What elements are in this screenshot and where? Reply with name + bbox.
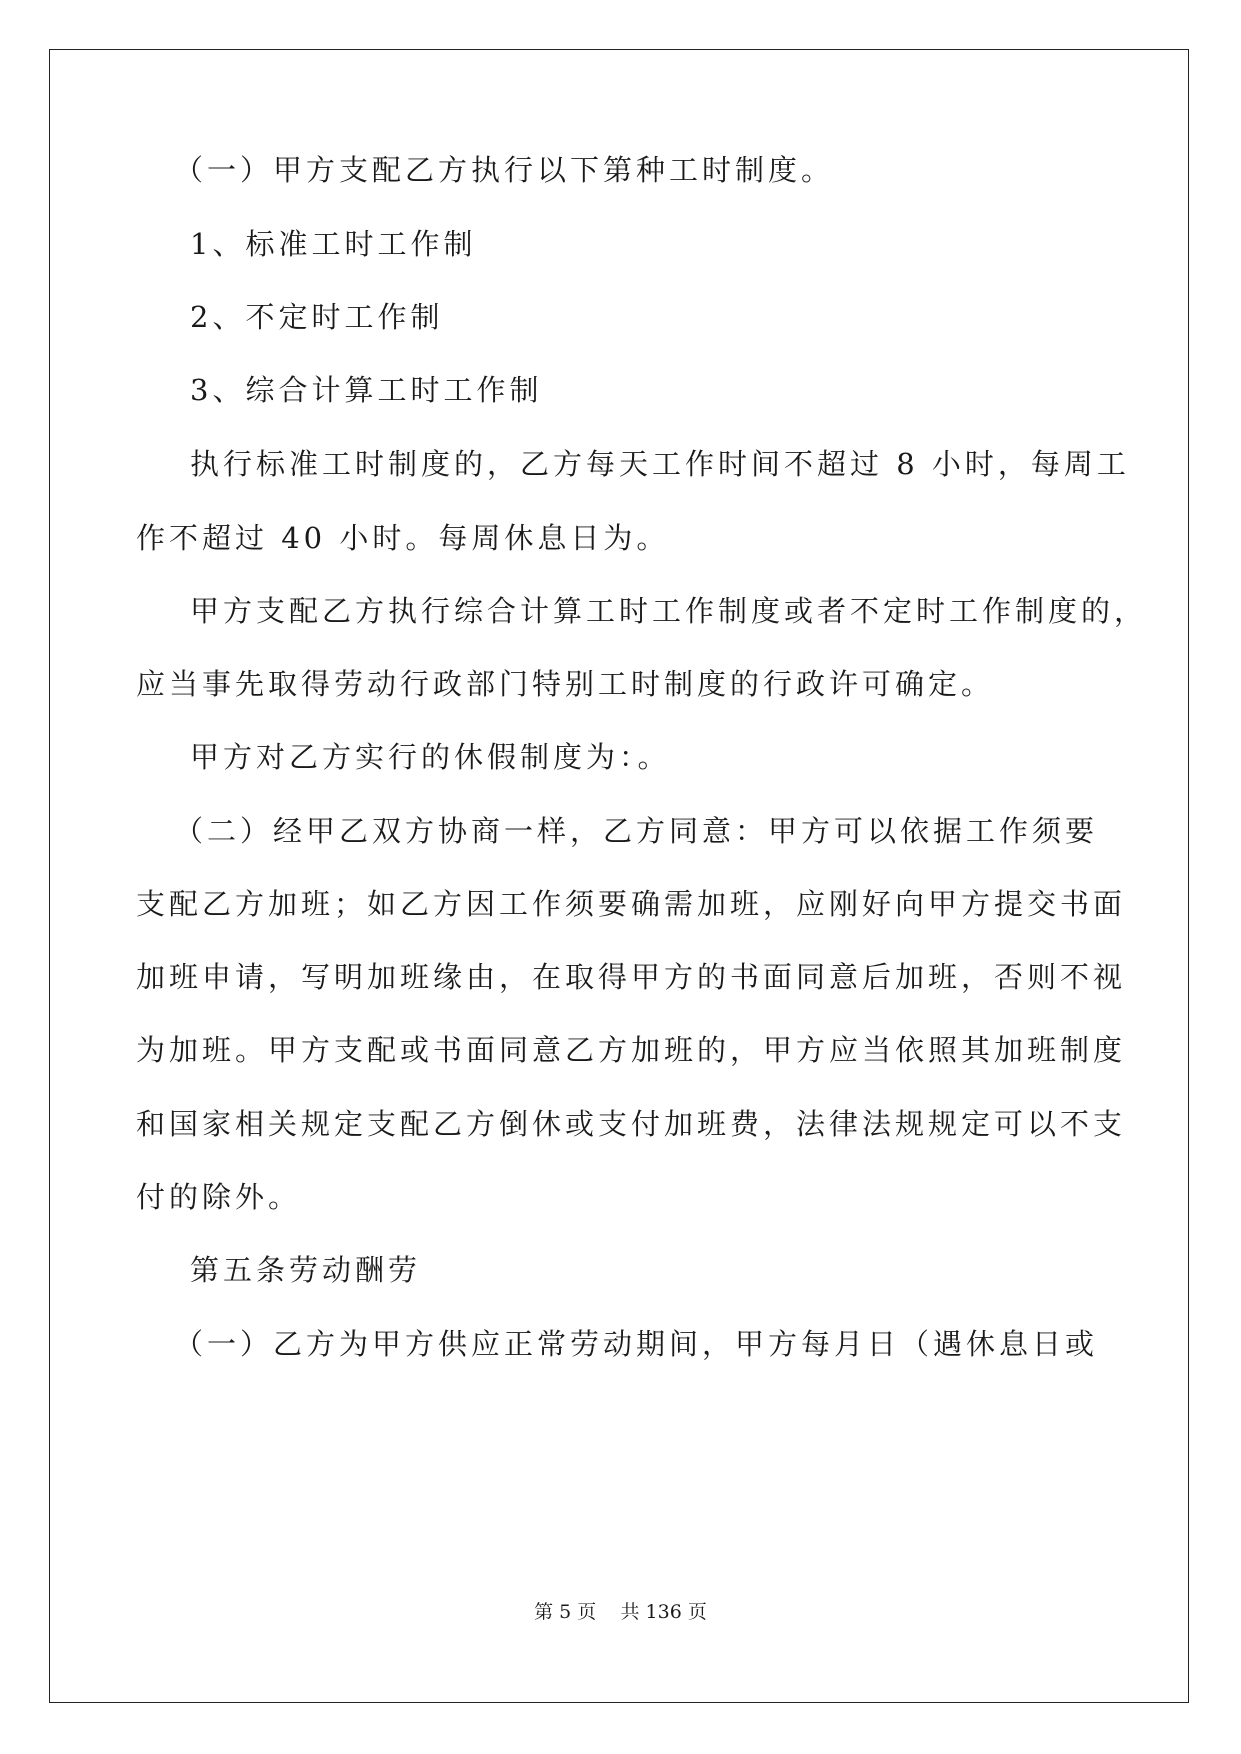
clause-1-heading: （一）甲方支配乙方执行以下第种工时制度。 [174, 153, 835, 187]
paragraph-line: 加班申请，写明加班缘由，在取得甲方的书面同意后加班，否则不视 [136, 960, 1127, 994]
page-footer [0, 1597, 1241, 1624]
paragraph-line: 甲方对乙方实行的休假制度为：。 [190, 740, 671, 774]
paragraph-line: 付的除外。 [136, 1180, 302, 1214]
clause-2-heading: （二）经甲乙双方协商一样，乙方同意：甲方可以依据工作须要 [174, 814, 1099, 848]
clause-1-heading: （一）乙方为甲方供应正常劳动期间，甲方每月日（遇休息日或 [174, 1327, 1099, 1361]
list-item-comprehensive: 3、综合计算工时工作制 [190, 373, 543, 407]
page-number: 第 5 页 [534, 1601, 597, 1623]
paragraph-line: 应当事先取得劳动行政部门特别工时制度的行政许可确定。 [136, 667, 995, 701]
paragraph-line: 为加班。甲方支配或书面同意乙方加班的，甲方应当依照其加班制度 [136, 1033, 1127, 1067]
paragraph-line: 甲方支配乙方执行综合计算工时工作制度或者不定时工作制度的， [190, 594, 1148, 628]
article-5-heading: 第五条劳动酬劳 [190, 1253, 422, 1287]
paragraph-line: 作不超过 40 小时。每周休息日为。 [136, 521, 670, 555]
list-item-standard: 1、标准工时工作制 [190, 227, 477, 261]
list-item-flexible: 2、不定时工作制 [190, 300, 444, 334]
page-total: 共 136 页 [620, 1601, 707, 1623]
paragraph-line: 执行标准工时制度的，乙方每天工作时间不超过 8 小时，每周工 [190, 447, 1130, 481]
paragraph-line: 支配乙方加班；如乙方因工作须要确需加班，应刚好向甲方提交书面 [136, 887, 1127, 921]
paragraph-line: 和国家相关规定支配乙方倒休或支付加班费，法律法规规定可以不支 [136, 1107, 1127, 1141]
